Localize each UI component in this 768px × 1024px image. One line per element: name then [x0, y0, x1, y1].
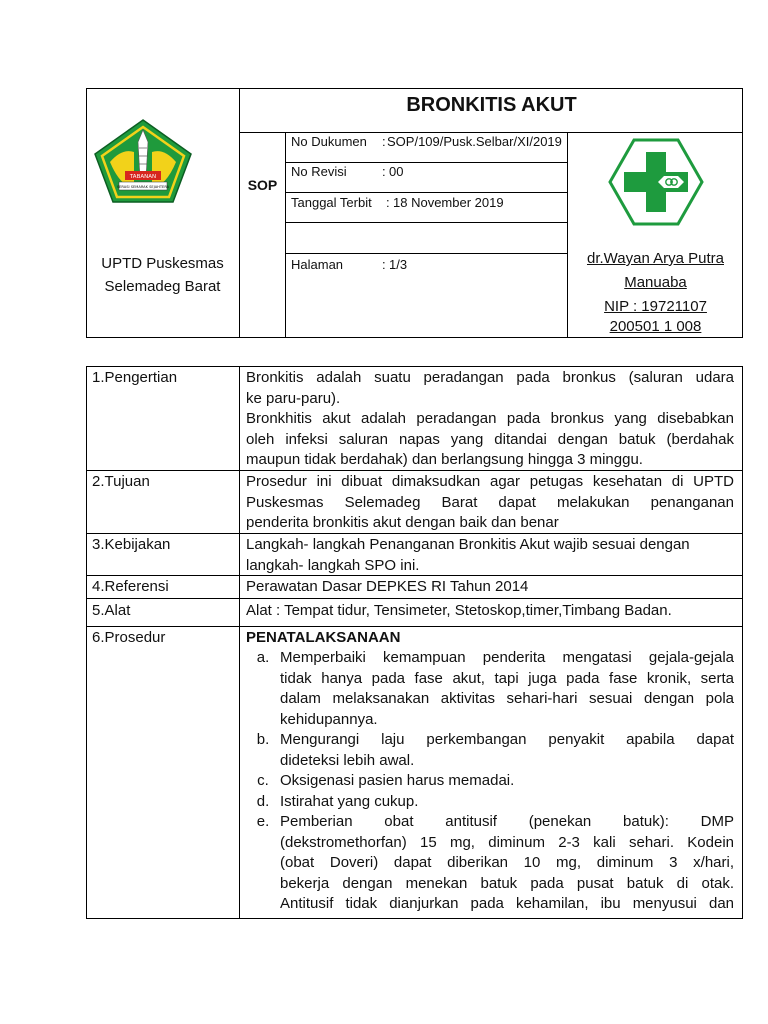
- text-line: Prosedur ini dibuat dimaksudkan agar petugas kesehatan di UPTD: [246, 473, 734, 490]
- tujuan-text: [246, 472, 734, 534]
- list-marker: e.: [256, 813, 270, 830]
- signer-name-line-1: dr.Wayan Arya Putra: [586, 250, 724, 267]
- org-name-line-2: Selemadeg Barat: [104, 278, 221, 295]
- row-divider: [86, 626, 743, 627]
- section-label-kebijakan: 3.Kebijakan: [92, 536, 171, 553]
- list-item: [246, 730, 734, 771]
- pengertian-text: [246, 368, 734, 471]
- field-no-revisi-label: No Revisi: [291, 164, 347, 179]
- kebijakan-text: [246, 535, 734, 576]
- header-divider: [285, 162, 567, 163]
- body-column-divider: [239, 366, 240, 919]
- field-tanggal-value: 18 November 2019: [393, 195, 504, 210]
- section-label-alat: 5.Alat: [92, 602, 131, 619]
- org-name-line-1: UPTD Puskesmas: [101, 255, 224, 272]
- header-divider: [239, 132, 743, 133]
- list-item: [246, 771, 734, 792]
- signer-nip-line-1: NIP : 19721107: [604, 298, 707, 315]
- field-no-dokumen-sep: :: [382, 134, 386, 149]
- section-label-pengertian: 1.Pengertian: [92, 369, 178, 386]
- text-line: Bronkhitis akut adalah peradangan pada bronkus yang disebabkan: [246, 410, 734, 427]
- list-marker: c.: [257, 772, 269, 789]
- field-no-revisi-value: 00: [389, 164, 404, 179]
- field-halaman-sep: :: [382, 257, 386, 272]
- document-title: BRONKITIS AKUT: [406, 94, 577, 116]
- signer-name-line-2: Manuaba: [624, 274, 687, 291]
- list-item: [246, 792, 734, 813]
- text-line: ke paru-paru).: [246, 389, 341, 407]
- field-halaman-value: 1/3: [389, 257, 408, 272]
- header-divider: [285, 222, 567, 223]
- field-no-revisi-sep: :: [382, 164, 386, 179]
- row-divider: [86, 598, 743, 599]
- sop-label: SOP: [247, 177, 278, 193]
- alat-text: Alat : Tempat tidur, Tensimeter, Stetoskop,timer,Timbang Badan.: [246, 602, 672, 619]
- text-line: oleh infeksi saluran napas yang ditandai dengan batuk (berdahak: [246, 430, 734, 448]
- field-halaman-label: Halaman: [291, 257, 344, 272]
- text-line: Langkah- langkah Penanganan Bronkitis Akut wajib sesuai dengan: [246, 536, 690, 553]
- referensi-text: Perawatan Dasar DEPKES RI Tahun 2014: [246, 578, 529, 595]
- text-line: Bronkitis adalah suatu peradangan pada bronkus (saluran udara: [246, 369, 734, 386]
- section-label-tujuan: 2.Tujuan: [92, 473, 150, 490]
- header-divider: [285, 192, 567, 193]
- field-tanggal-sep: :: [386, 195, 390, 210]
- text-line: (obat Doveri) dapat diberikan 10 mg, diminum 3 x/hari,: [280, 854, 734, 871]
- puskesmas-logo: [608, 138, 704, 226]
- list-item-text: [280, 730, 734, 771]
- text-line: Pemberian obat antitusif (penekan batuk): DMP: [280, 813, 734, 830]
- signer-nip-line-2: 200501 1 008: [609, 318, 702, 335]
- field-no-dokumen-label: No Dukumen: [291, 134, 367, 149]
- text-line: maupun tidak berdahak) dan berlangsung hingga 3 minggu.: [246, 451, 643, 468]
- text-line: dalam melaksanakan aktivitas sehari-hari sesuai dengan pola: [280, 690, 734, 707]
- text-line: Oksigenasi pasien harus memadai.: [280, 772, 515, 789]
- field-no-dokumen-value: SOP/109/Pusk.Selbar/XI/2019: [387, 134, 562, 149]
- prosedur-list: [246, 648, 734, 915]
- section-label-prosedur: 6.Prosedur: [92, 629, 166, 646]
- list-marker: d.: [256, 792, 270, 810]
- list-marker: b.: [256, 731, 270, 748]
- list-item-text: [280, 648, 734, 730]
- header-divider: [285, 253, 567, 254]
- text-line: Mengurangi laju perkembangan penyakit apabila dapat: [280, 731, 734, 748]
- section-label-referensi: 4.Referensi: [92, 578, 169, 595]
- text-line: kehidupannya.: [280, 710, 378, 728]
- header-divider: [239, 88, 240, 338]
- text-line: Antitusif tidak dianjurkan pada kehamilan, ibu menyusui dan: [280, 895, 734, 912]
- text-line: penderita bronkitis akut dengan baik dan benar: [246, 514, 559, 531]
- prosedur-heading: PENATALAKSANAAN: [246, 629, 401, 646]
- text-line: (dekstromethorfan) 15 mg, diminum 2-3 kali sehari. Kodein: [280, 833, 734, 851]
- list-item: [246, 812, 734, 915]
- svg-text:SERASI SEMARAK SEJAHTERA: SERASI SEMARAK SEJAHTERA: [116, 185, 170, 189]
- list-item-text: [280, 812, 734, 915]
- field-tanggal-label: Tanggal Terbit: [291, 195, 372, 210]
- text-line: dideteksi lebih awal.: [280, 751, 415, 769]
- text-line: bekerja dengan menekan batuk pada pusat batuk di otak.: [280, 874, 734, 892]
- text-line: Memperbaiki kemampuan penderita mengatasi gejala-gejala: [280, 649, 734, 666]
- text-line: tidak hanya pada fase akut, tapi juga pada fase kronik, serta: [280, 669, 734, 687]
- text-line: Puskesmas Selemadeg Barat dapat melakukan penanganan: [246, 493, 734, 511]
- list-marker: a.: [256, 649, 270, 666]
- text-line: Istirahat yang cukup.: [280, 792, 419, 810]
- text-line: langkah- langkah SPO ini.: [246, 556, 420, 574]
- list-item: [246, 648, 734, 730]
- svg-text:TABANAN: TABANAN: [129, 174, 157, 180]
- tabanan-regency-logo: [92, 118, 194, 204]
